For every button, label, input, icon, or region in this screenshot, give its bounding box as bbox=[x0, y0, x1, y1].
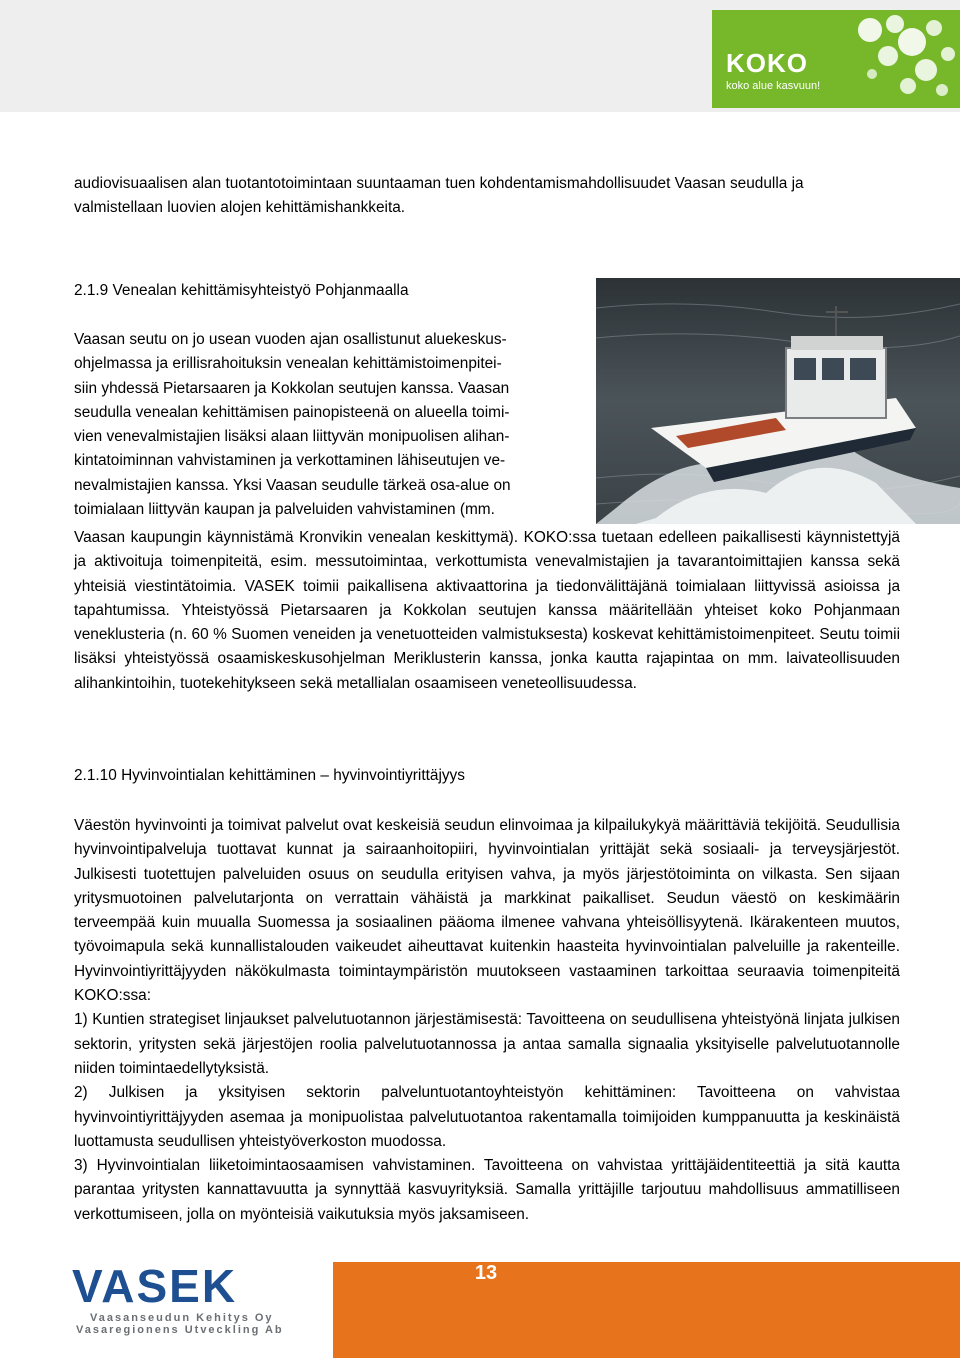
text-line: vien venevalmistajien lisäksi alaan liittyvän monipuolisen alihan- bbox=[74, 428, 510, 446]
koko-logo-tagline: koko alue kasvuun! bbox=[726, 80, 821, 92]
measure-item-3: 3) Hyvinvointialan liiketoimintaosaamisen vahvistaminen. Tavoitteena on vahvistaa yrittäjäidentiteettiä ja sitä kautta parantaa yritysten kannattavuutta ja synnyttää kasvuyrityksiä. Samalla yrittäjille tarjoutuu mahdollisuus ammatilliseen verkottumiseen, jolla on myönteisiä vaikutuksia myös jaksamiseen. bbox=[74, 1157, 900, 1223]
measure-item-2: 2) Julkisen ja yksityisen sektorin palveluntuotantoyhteistyön kehittäminen: Tavoitteena on vahvistaa hyvinvointiyrittäjyyden asemaa ja monipuolistaa palvelutuotantoa rakentamalla toimijoiden kumppanuutta ja keskinäistä luottamusta seudullisen yhteistyöverkoston muodossa. bbox=[74, 1084, 900, 1150]
footer-bar bbox=[333, 1262, 960, 1358]
text-line: Vaasan seutu on jo usean vuoden ajan osallistunut aluekeskus- bbox=[74, 331, 507, 348]
text-line: siin yhdessä Pietarsaaren ja Kokkolan seutujen kanssa. Vaasan bbox=[74, 379, 510, 397]
section-219-wrapped-text bbox=[74, 328, 584, 522]
vasek-logo-line1: Vaasanseudun Kehitys Oy bbox=[90, 1312, 274, 1324]
text-line: nevalmistajien kanssa. Yksi Vaasan seudulle tärkeä osa-alue on bbox=[74, 476, 511, 494]
vasek-logo bbox=[72, 1262, 297, 1338]
section-2110-heading: 2.1.10 Hyvinvointialan kehittäminen – hyvinvointiyrittäjyys bbox=[74, 767, 465, 784]
koko-logo bbox=[712, 10, 960, 108]
vasek-logo-line2: Vasaregionens Utveckling Ab bbox=[76, 1324, 284, 1336]
boat-photo bbox=[596, 278, 960, 524]
section-219-continued: Vaasan kaupungin käynnistämä Kronvikin venealan keskittymä). KOKO:ssa tuetaan edelleen paikallisesti käynnistettyjä ja aktivoituja toimenpiteitä, esim. messutoimintaa, verkottumista venevalmistajien ja tavarantoimittajien kanssa sekä yhteisiä viestintätoimia. VASEK toimii paikallisena aktivaattorina ja tiedonvälittäjänä toimialaan liittyvissä asioissa ja tapahtumissa. Yhteistyössä Pietarsaaren ja Kokkolan seutujen kanssa määritellään yhteiset koko Pohjanmaan veneklusteria (n. 60 % Suomen veneiden ja venetuotteiden valmistuksesta) koskevat kehittämistoimenpiteet. Seutu toimii lisäksi yhteistyössä osaamiskeskusohjelman Meriklusterin kanssa, jonka kautta rajapintaa on mm. laivateollisuuden alihankintoihin, tuotekehitykseen sekä metallialan osaamiseen veneteollisuudessa. bbox=[74, 529, 900, 692]
text-line: ohjelmassa ja erillisrahoituksin venealan kehittämistoimenpitei- bbox=[74, 355, 502, 373]
koko-logo-name: KOKO bbox=[726, 48, 808, 78]
text-line: kintatoiminnan vahvistaminen ja verkottaminen lähiseutujen ve- bbox=[74, 452, 506, 470]
section-2110-body bbox=[74, 814, 900, 1227]
text-line: toimialaan liittyvän kaupan ja palveluiden vahvistaminen (mm. bbox=[74, 501, 495, 519]
text-line: seudulla venealan kehittämisen painopisteenä on alueella toimi- bbox=[74, 403, 510, 421]
section-219-heading: 2.1.9 Venealan kehittämisyhteistyö Pohjanmaalla bbox=[74, 282, 409, 299]
section-2110-intro: Väestön hyvinvointi ja toimivat palvelut ovat keskeisiä seudun elinvoimaa ja kilpailukykyä määrittäviä tekijöitä. Seudullisia hyvinvointipalveluja tuottavat kunnat ja sairaanhoitopiiri, hyvinvointialan yrittäjät sekä sosiaali- ja terveysjärjestöt. Julkisesti tuotettujen palveluiden osuus on seudulla erityisen vahva, ja myös järjestötoiminta on vilkasta. Sen sijaan yritysmuotoinen palvelutarjonta on verrattain vähäistä ja markkinat paikalliset. Seudun väestö on keskimäärin terveempää kuin muualla Suomessa ja sosiaalinen pääoma ilmenee vahvana yhteisöllisyytenä. Ikärakenteen muutos, työvoimapula sekä kunnallistalouden vaikeudet aiheuttavat kuitenkin haasteita hyvinvointialan palveluille ja rakenteille. Hyvinvointiyrittäjyyden näkökulmasta toimintaympäristön muutokseen vastaaminen tarkoittaa seuraavia toimenpiteitä KOKO:ssa: bbox=[74, 817, 900, 1005]
page-number: 13 bbox=[474, 1262, 498, 1284]
intro-paragraph: audiovisuaalisen alan tuotantotoimintaan suuntaaman tuen kohdentamismahdollisuudet Vaasan seudulla ja valmistellaan luovien alojen kehittämishankkeita. bbox=[74, 175, 804, 217]
measure-item-1: 1) Kuntien strategiset linjaukset palvelutuotannon järjestämisestä: Tavoitteena on seudullisena yhteistyönä linjata julkisen sektorin, yritysten sekä järjestöjen roolia palvelutuotannossa ja antaa samalla signaalia yksityiselle palvelutuotannolle niiden toimintaedellytyksistä. bbox=[74, 1011, 900, 1077]
vasek-logo-name: VASEK bbox=[72, 1260, 238, 1312]
